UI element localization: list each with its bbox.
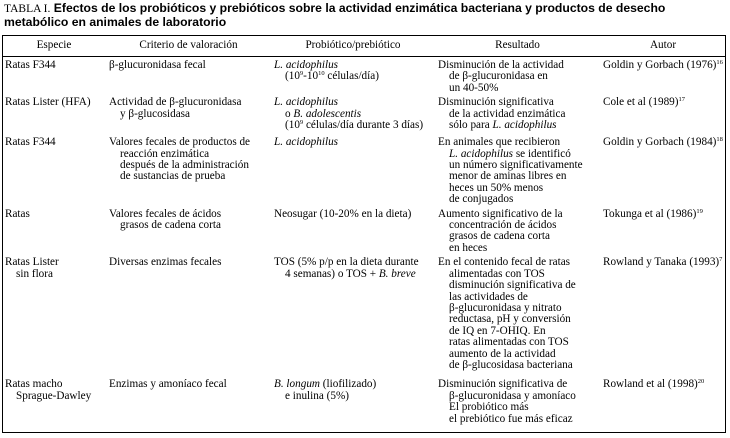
cell-criterio: Enzimas y amoníaco fecal <box>109 378 227 391</box>
data-table <box>2 35 726 431</box>
cell-autor: Cole et al $(1989)^{17}$ <box>603 96 685 109</box>
table-row <box>2 376 726 431</box>
cell-resultado: Disminución significativa de β-glucuronidasa y amoníaco El probiótico más el prebiótico fue más eficaz <box>438 378 576 425</box>
table-row <box>2 206 726 255</box>
cell-especie: Ratas F344 <box>5 59 56 71</box>
column-header-autor: Autor <box>600 36 726 57</box>
table-row <box>2 57 726 95</box>
table-title: Efectos de los probióticos y prebióticos sobre la actividad enzimática bacteriana y productos de desecho metabólico en animales de laboratorio <box>4 1 666 29</box>
cell-criterio: Valores fecales de productos de reacción enzimática después de la administración de sustancias de prueba <box>109 136 251 183</box>
column-header-resultado: Resultado <box>435 36 600 57</box>
table-row <box>2 134 726 205</box>
cell-resultado: Disminución de la actividad de β-glucuronidasa en un 40-50% <box>438 59 564 94</box>
table-row <box>2 94 726 134</box>
column-header-criterio: Criterio de valoración <box>106 36 271 57</box>
cell-autor: Goldin y Gorbach $(1984)^{18}$ <box>603 136 723 149</box>
cell-autor: Rowland y Tanaka $(1993)^7$ <box>603 256 723 269</box>
cell-especie: Ratas <box>5 207 30 220</box>
cell-probiotico: L. acidophilus ($10^9-10^{10}$ células/día) <box>274 59 379 83</box>
cell-especie: Ratas macho Sprague-Dawley <box>5 378 92 402</box>
cell-resultado: En animales que recibieron L. acidophilus se identificó un número significativamente menor de aminas libres en heces un 50% menos de conjugados <box>438 136 583 206</box>
cell-resultado: Aumento significativo de la concentración de ácidos grasos de cadena corta en heces <box>438 207 563 254</box>
cell-probiotico: TOS (5% p/p en la dieta durante 4 semanas) o TOS + B. breve <box>274 256 419 280</box>
column-header-probiotico: Probiótico/prebiótico <box>271 36 435 57</box>
cell-resultado: Disminución significativa de la actividad enzimática sólo para L. acidophilus <box>438 96 566 132</box>
cell-especie: Ratas Lister sin flora <box>5 256 59 280</box>
cell-resultado: En el contenido fecal de ratas alimentadas con TOS disminución significativa de las actividades de β-glucuronidasa y nitrato reductasa, pH y conversión de IQ en 7-OHIQ. En ratas alimentadas con TOS aumento de la actividad de β-glucosidasa bacteriana <box>438 256 576 371</box>
cell-probiotico: B. longum (liofilizado) e inulina (5%) <box>274 378 377 402</box>
table-label: TABLA I. <box>4 3 51 15</box>
cell-especie: Ratas F344 <box>5 136 56 149</box>
cell-probiotico: L. acidophilus <box>274 136 339 149</box>
cell-probiotico: Neosugar (10-20% en la dieta) <box>274 207 412 220</box>
column-header-especie: Especie <box>2 36 106 57</box>
cell-autor: Goldin y Gorbach $(1976)^{16}$ <box>603 59 723 71</box>
header-row <box>2 36 726 57</box>
table-row <box>2 254 726 376</box>
cell-criterio: Valores fecales de ácidos grasos de cadena corta <box>109 207 222 232</box>
cell-probiotico: L. acidophilus o B. adolescentis ($10^9$ células/día durante 3 días) <box>274 96 424 132</box>
cell-criterio: Actividad de β-glucuronidasa y β-glucosidasa <box>109 96 242 120</box>
cell-autor: Rowland et al $(1998)^{20}$ <box>603 378 705 391</box>
cell-autor: Tokunga et al $(1986)^{19}$ <box>603 207 703 220</box>
cell-criterio: β-glucuronidasa fecal <box>109 59 206 71</box>
cell-criterio: Diversas enzimas fecales <box>109 256 222 269</box>
table-caption <box>4 2 726 29</box>
cell-especie: Ratas Lister (HFA) <box>5 96 91 109</box>
